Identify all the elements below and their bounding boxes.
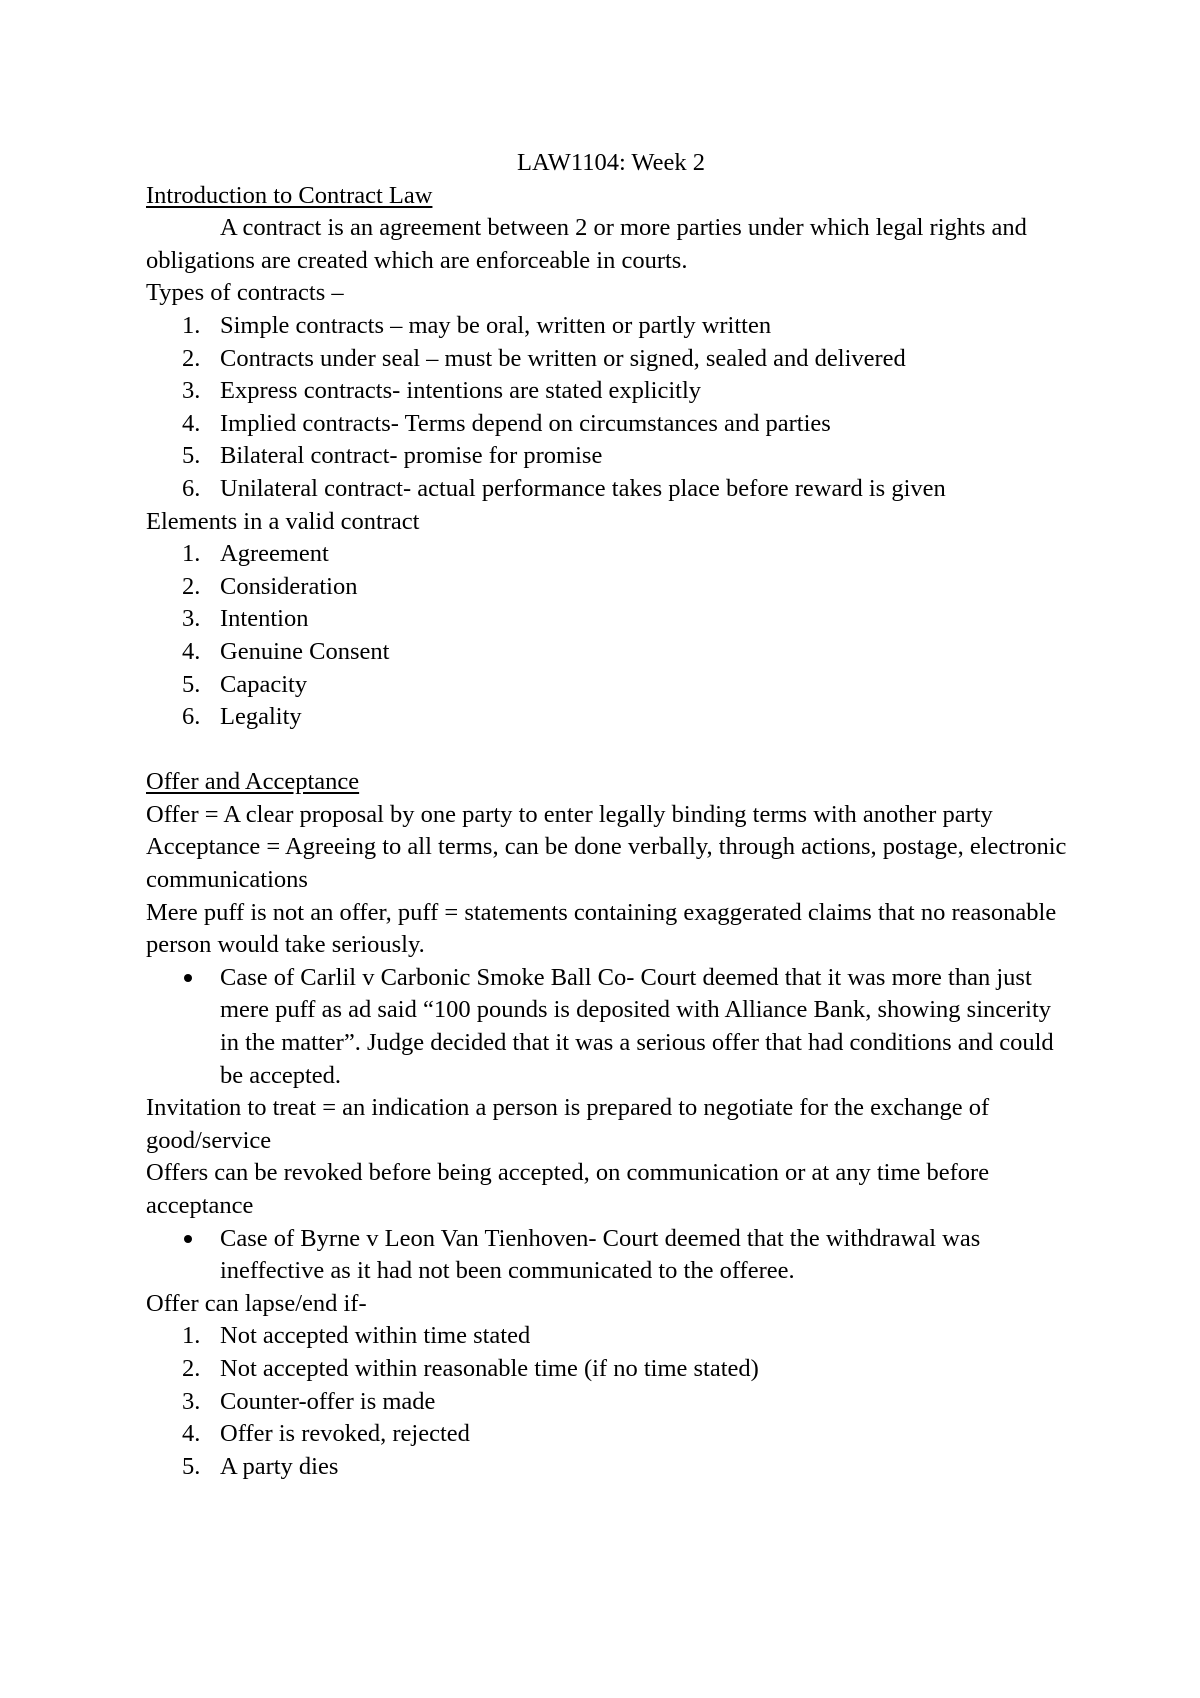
list-item: 6. Unilateral contract- actual performance takes place before reward is given [182,474,946,502]
elements-list [146,538,1076,734]
list-item: 4. Offer is revoked, rejected [182,1420,470,1448]
lapse-list [146,1320,1076,1483]
carlil-case-list [146,962,1076,1092]
list-item: 3. Intention [182,605,309,633]
lapse-label: Offer can lapse/end if- [146,1289,367,1317]
section-heading-intro: Introduction to Contract Law [146,181,433,209]
list-item: 6. Legality [182,703,302,731]
list-item: 4. Implied contracts- Terms depend on circumstances and parties [182,409,831,437]
types-label: Types of contracts – [146,279,344,307]
revoke-definition: Offers can be revoked before being accepted, on communication or at any time before acceptance [146,1159,990,1219]
puff-definition: Mere puff is not an offer, puff = statements containing exaggerated claims that no reasonable person would take seriously. [146,898,1057,959]
byrne-case-list [146,1223,1076,1288]
bullet-icon [184,974,192,982]
spacer [146,734,1076,767]
acceptance-definition: Acceptance = Agreeing to all terms, can be done verbally, through actions, postage, electronic communications [146,833,1067,894]
section-heading-offer: Offer and Acceptance [146,768,360,796]
list-item: 2. Contracts under seal – must be written or signed, sealed and delivered [182,344,906,372]
list-item: 5. Capacity [182,670,308,698]
types-list [146,310,1076,506]
list-item: 3. Express contracts- intentions are stated explicitly [182,377,702,405]
list-item: 5. Bilateral contract- promise for promise [182,442,603,470]
page-title: LAW1104: Week 2 [517,149,705,176]
bullet-icon [184,1235,192,1243]
list-item: 1. Not accepted within time stated [182,1322,531,1350]
case-carlil: Case of Carlil v Carbonic Smoke Ball Co- Court deemed that it was more than just mere puff as ad said “100 pounds is deposited with Alliance Bank, showing sincerity in the matter”. Judge decided that it was a serious offer that had conditions and could be accepted. [146,962,1076,1092]
invitation-definition: Invitation to treat = an indication a person is prepared to negotiate for the exchange of good/service [146,1094,990,1154]
list-item: 3. Counter-offer is made [182,1387,436,1415]
case-byrne: Case of Byrne v Leon Van Tienhoven- Court deemed that the withdrawal was ineffective as it had not been communicated to the offeree. [146,1223,1076,1288]
list-item: 1. Simple contracts – may be oral, written or partly written [182,311,772,339]
list-item: 2. Consideration [182,572,358,600]
document-content [146,147,1076,1483]
contract-definition: A contract is an agreement between 2 or more parties under which legal rights and obligations are created which are enforceable in courts. [146,214,1027,274]
list-item: 4. Genuine Consent [182,637,390,665]
list-item: 1. Agreement [182,540,329,568]
offer-definition: Offer = A clear proposal by one party to enter legally binding terms with another party [146,800,993,828]
elements-label: Elements in a valid contract [146,507,420,535]
list-item: 2. Not accepted within reasonable time (if no time stated) [182,1354,759,1382]
list-item: 5. A party dies [182,1452,339,1480]
